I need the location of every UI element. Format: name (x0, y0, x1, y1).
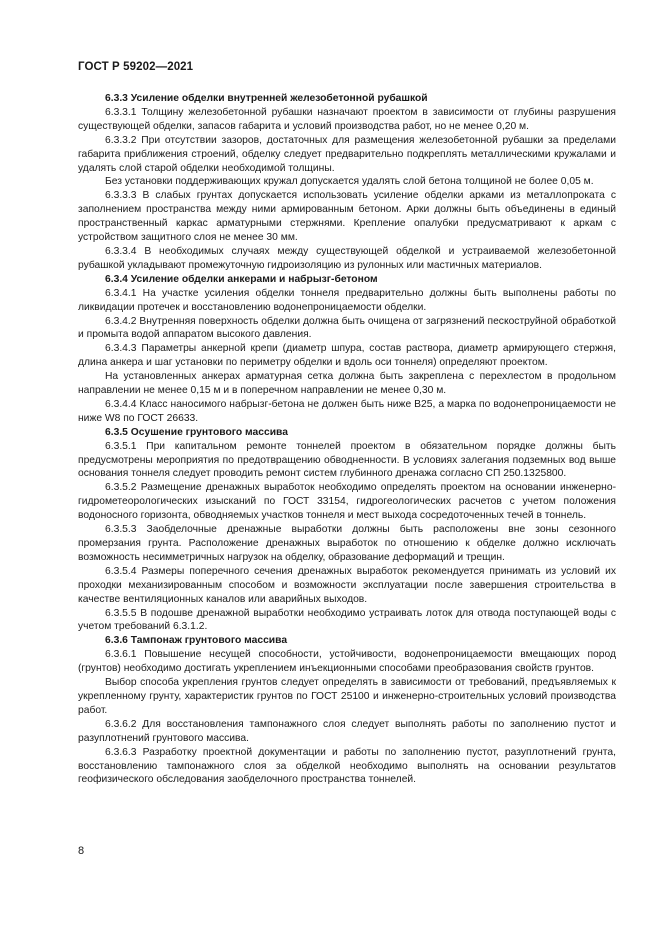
paragraph: 6.3.5.3 Заобделочные дренажные выработки должны быть расположены вне зоны сезонного промерзания грунта. Расположение дренажных выработок по отношению к обделке должно исключать возможность несимметричных нагрузок на обделку, образование деформаций и трещин. (78, 524, 616, 563)
paragraph: Выбор способа укрепления грунтов следует определять в зависимости от требований, предъявляемых к укрепленному грунту, характеристик грунтов по ГОСТ 25100 и инженерно-строительных условий производства работ. (78, 677, 616, 716)
paragraph: 6.3.4.2 Внутренняя поверхность обделки должна быть очищена от загрязнений пескоструйной обработкой и промыта водой аппаратом высокого давления. (78, 315, 616, 341)
paragraph: 6.3.6.2 Для восстановления тампонажного слоя следует выполнять работы по заполнению пустот и разуплотнений грунтового массива. (78, 718, 616, 744)
paragraph: 6.3.3.4 В необходимых случаях между существующей обделкой и устраиваемой железобетонной рубашкой укладывают промежуточную гидроизоляцию из рулонных или мастичных материалов. (78, 245, 616, 271)
document-header: ГОСТ Р 59202—2021 (78, 61, 194, 73)
paragraph: 6.3.4.1 На участке усиления обделки тоннеля предварительно должны быть выполнены работы по ликвидации протечек и восстановлению водонепроницаемости обделки. (78, 287, 616, 313)
paragraph: 6.3.3.2 При отсутствии зазоров, достаточных для размещения железобетонной рубашки за пределами габарита приближения строений, обделку следует предварительно подкреплять металлическими кружалами и удалять слой старой обделки необходимой толщины. (78, 134, 616, 174)
paragraph: 6.3.3.1 Толщину железобетонной рубашки назначают проектом в зависимости от глубины разрушения существующей обделки, запасов габарита и условий производства работ, но не менее 0,20 м. (78, 106, 616, 132)
paragraph: 6.3.6.3 Разработку проектной документации и работы по заполнению пустот, разуплотнений грунта, восстановлению тампонажного слоя за обделкой необходимо выполнять на основании результатов геофизического обследования заобделочного пространства тоннелей. (78, 746, 616, 786)
document-body (78, 92, 616, 787)
section-heading-6-3-6: 6.3.6 Тампонаж грунтового массива (105, 635, 288, 647)
paragraph: 6.3.3.3 В слабых грунтах допускается использовать усиление обделки арками из металлопроката с заполнением пространства между ними армированным бетоном. Арки должны быть объединены в единый пространственный каркас арматурными стержнями. Крепление опалубки предусматривают к аркам с устройством защитного слоя не менее 30 мм. (78, 190, 616, 244)
paragraph: На установленных анкерах арматурная сетка должна быть закреплена с перехлестом в продольном направлении не менее 0,15 м и в поперечном направлении не менее 0,30 м. (78, 371, 616, 397)
paragraph: 6.3.5.2 Размещение дренажных выработок необходимо определять проектом на основании инженерно-гидрометеорологических изысканий по ГОСТ 33154, гидрогеологических расчетов с учетом положения водоносного горизонта, обводняемых участков тоннеля и мест выхода сосредоточенных течей в тоннель. (78, 482, 616, 522)
paragraph: 6.3.5.5 В подошве дренажной выработки необходимо устраивать лоток для отвода поступающей воды с учетом требований 6.3.1.2. (78, 607, 616, 633)
paragraph: 6.3.6.1 Повышение несущей способности, устойчивости, водонепроницаемости вмещающих пород (грунтов) необходимо достигать укреплением инъекционными способами преобразования свойств грунтов. (78, 649, 616, 675)
paragraph: 6.3.5.4 Размеры поперечного сечения дренажных выработок рекомендуется принимать из условий их проходки механизированным способом и возможности эксплуатации после завершения строительства в качестве вентиляционных каналов или аварийных выходов. (78, 565, 616, 605)
paragraph: 6.3.4.3 Параметры анкерной крепи (диаметр шпура, состав раствора, диаметр армирующего стержня, длина анкера и шаг установки по периметру обделки и вдоль оси тоннеля) определяют проектом. (78, 343, 616, 369)
section-heading-6-3-3: 6.3.3 Усиление обделки внутренней железобетонной рубашкой (105, 93, 428, 104)
section-heading-6-3-5: 6.3.5 Осушение грунтового массива (105, 426, 288, 438)
section-heading-6-3-4: 6.3.4 Усиление обделки анкерами и набрызг-бетоном (105, 273, 378, 285)
paragraph: 6.3.5.1 При капитальном ремонте тоннелей проектом в обязательном порядке должны быть предусмотрены мероприятия по предотвращению обводненности. В условиях залегания подземных вод выше основания тоннеля следует проводить ремонт систем глубинного дренажа согласно СП 250.1325800. (78, 440, 616, 480)
page-number: 8 (78, 845, 85, 857)
paragraph: Без установки поддерживающих кружал допускается удалять слой бетона толщиной не более 0,05 м. (105, 176, 594, 188)
paragraph: 6.3.4.4 Класс наносимого набрызг-бетона не должен быть ниже B25, а марка по водонепроницаемости не ниже W8 по ГОСТ 26633. (78, 398, 616, 424)
